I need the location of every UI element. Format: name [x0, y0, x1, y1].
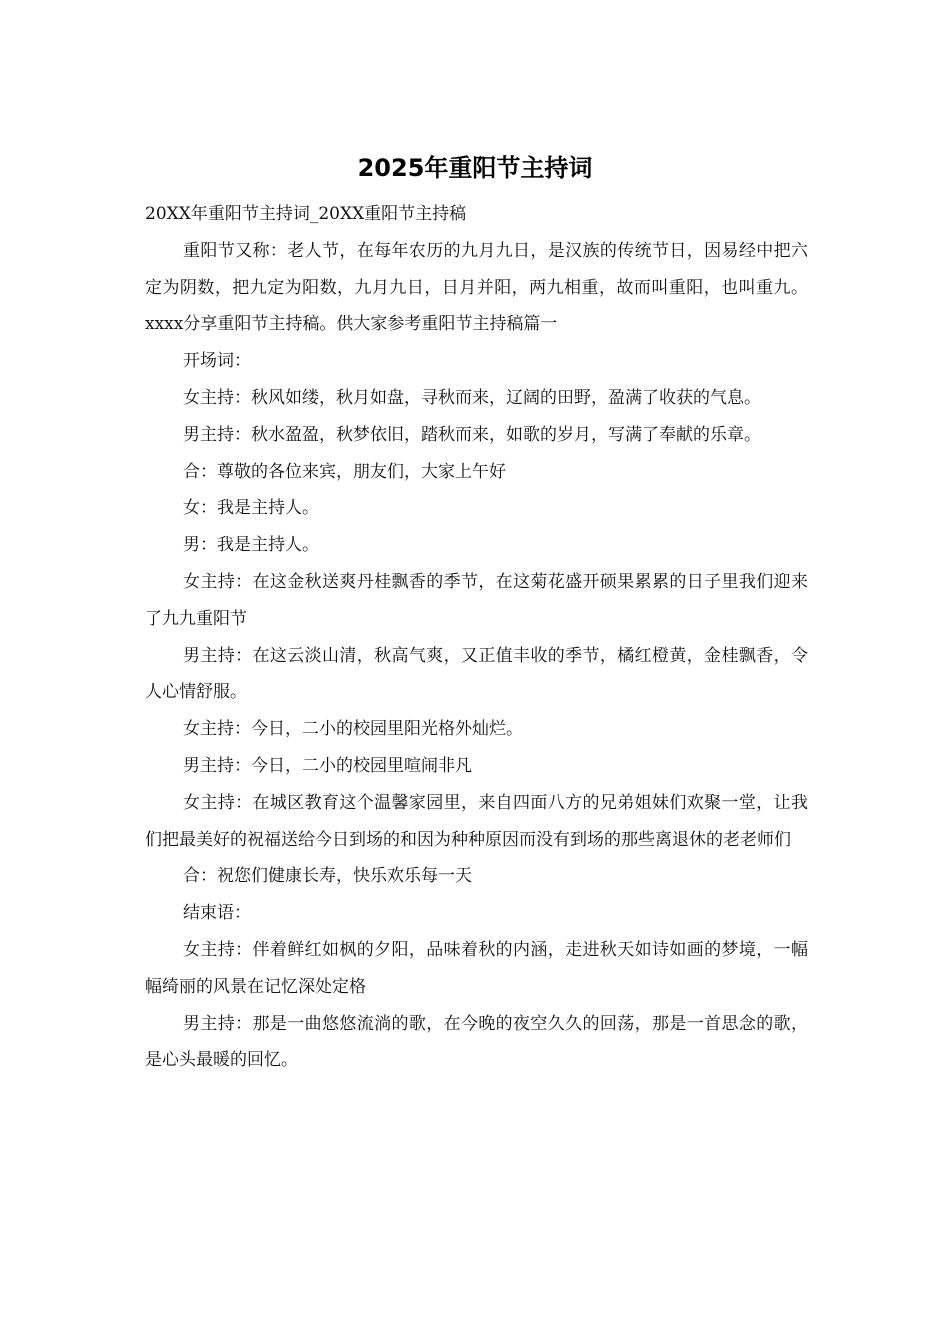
script-paragraph: 男主持：秋水盈盈，秋梦依旧，踏秋而来，如歌的岁月，写满了奉献的乐章。 [183, 424, 761, 445]
script-paragraph: 女：我是主持人。 [183, 498, 319, 519]
script-paragraph: 女主持：秋风如缕，秋月如盘，寻秋而来，辽阔的田野，盈满了收获的气息。 [183, 387, 761, 408]
script-paragraph: 男主持：今日，二小的校园里喧闹非凡 [183, 755, 472, 776]
script-paragraph: 女主持：伴着鲜红如枫的夕阳，品味着秋的内涵，走进秋天如诗如画的梦境，一幅幅绮丽的风景在记忆深处定格 [145, 939, 808, 997]
script-paragraph: 合：尊敬的各位来宾，朋友们，大家上午好 [183, 461, 506, 482]
intro-paragraph: 重阳节又称：老人节，在每年农历的九月九日，是汉族的传统节日，因易经中把六定为阴数，把九定为阳数，九月九日，日月并阳，两九相重，故而叫重阳，也叫重九。xxxx分享重阳节主持稿。供大家参考重阳节主持稿篇一 [145, 240, 808, 335]
script-paragraph: 男主持：在这云淡山清，秋高气爽，又正值丰收的季节，橘红橙黄，金桂飘香，令人心情舒服。 [145, 645, 808, 703]
script-paragraph: 女主持：在城区教育这个温馨家园里，来自四面八方的兄弟姐妹们欢聚一堂，让我们把最美好的祝福送给今日到场的和因为种种原因而没有到场的那些离退休的老老师们 [145, 792, 808, 850]
script-paragraph: 女主持：今日，二小的校园里阳光格外灿烂。 [183, 719, 523, 740]
script-paragraph: 男主持：那是一曲悠悠流淌的歌，在今晚的夜空久久的回荡，那是一首思念的歌，是心头最暖的回忆。 [145, 1013, 808, 1071]
document-body [145, 196, 808, 1079]
script-paragraph: 男：我是主持人。 [183, 535, 319, 556]
script-paragraph: 合：祝您们健康长寿，快乐欢乐每一天 [183, 866, 472, 887]
opening-heading: 开场词： [183, 351, 251, 372]
document-title: 2025年重阳节主持词 [357, 154, 593, 182]
script-paragraph: 女主持：在这金秋送爽丹桂飘香的季节，在这菊花盛开硕果累累的日子里我们迎来了九九重阳节 [145, 571, 808, 629]
closing-heading: 结束语： [183, 903, 251, 924]
subtitle-line: 20XX年重阳节主持词_20XX重阳节主持稿 [145, 204, 467, 224]
